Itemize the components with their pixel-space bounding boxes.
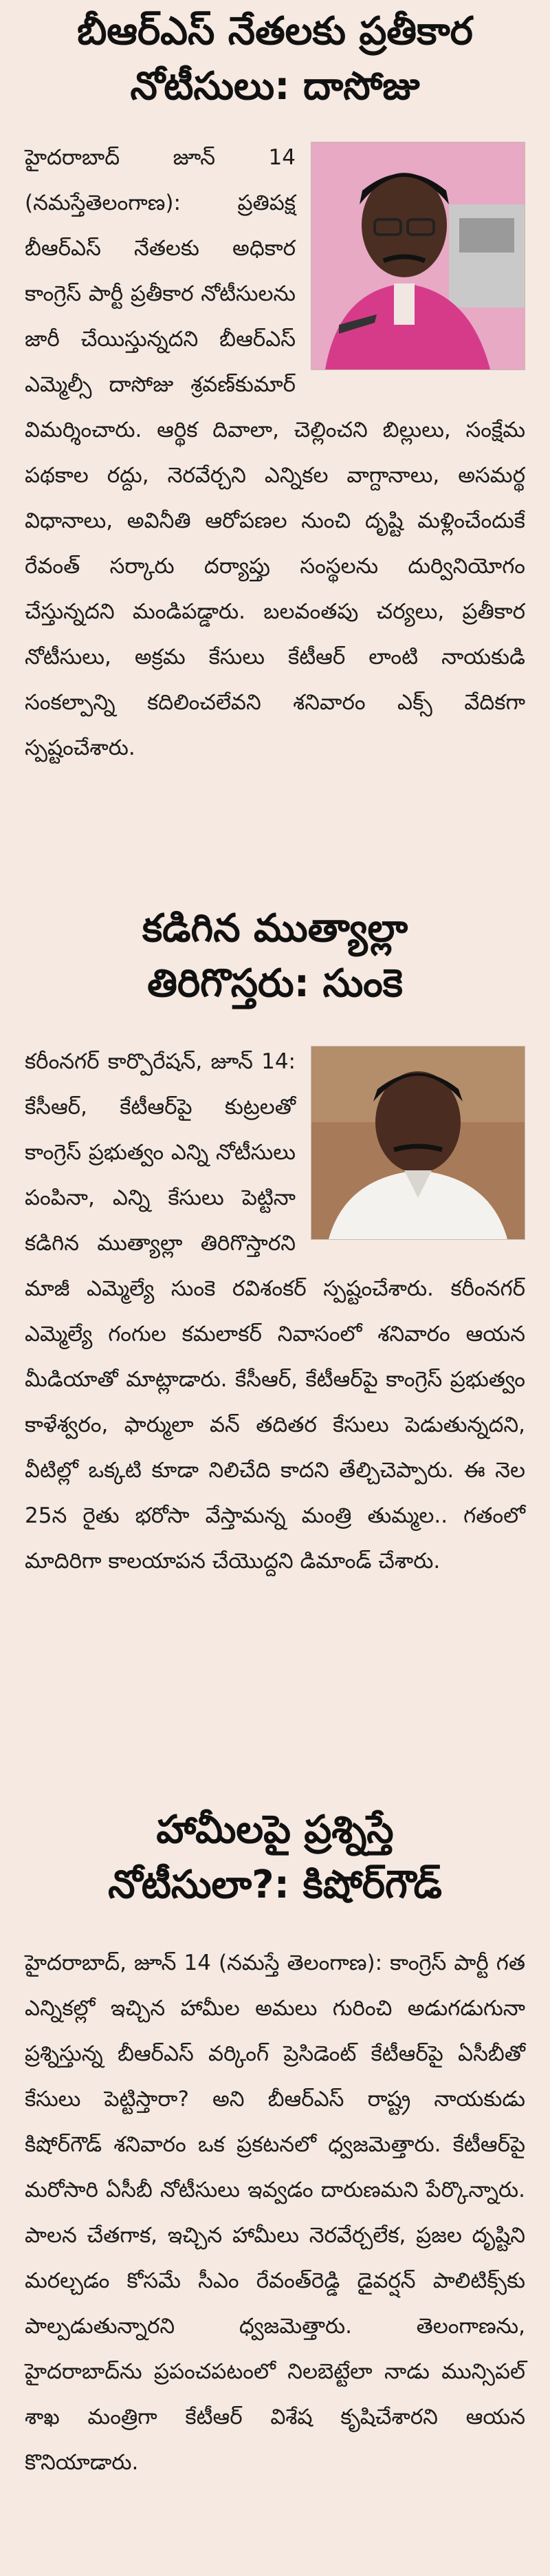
article-3-headline-line1: హామీలపై ప్రశ్నిస్తే — [156, 1807, 394, 1852]
article-2-body — [0, 1039, 550, 1584]
article-2-dateline: కరీంనగర్ కార్పొరేషన్, జూన్ 14: — [25, 1049, 296, 1074]
article-3-headline — [0, 1803, 550, 1913]
article-sunke — [0, 901, 550, 1584]
portrait-photo-dasoju — [311, 142, 525, 370]
article-dasoju — [0, 4, 550, 771]
portrait-photo-sunke — [311, 1046, 525, 1240]
article-2-text: కేసీఆర్, కేటీఆర్‌పై కుట్రలతో కాంగ్రెస్ ప్రభుత్వం ఎన్ని నోటీసులు పంపినా, ఎన్ని కేసులు పెట్టినా కడిగిన ముత్యాల్లా తిరిగొస్తారని మాజీ ఎమ్మెల్యే సుంకె రవిశంకర్ స్పష్టంచేశారు. కరీంనగర్ ఎమ్మెల్యే గంగుల కమలాకర్ నివాసంలో శనివారం ఆయన మీడియాతో మాట్లాడారు. కేసీఆర్, కేటీఆర్‌పై కాంగ్రెస్ ప్రభుత్వం కాళేశ్వరం, ఫార్ములా వన్ తదితర కేసులు పెడుతున్నదని, వీటిల్లో ఒక్కటి కూడా నిలిచేది కాదని తేల్చిచెప్పారు. ఈ నెల 25న రైతు భరోసా వేస్తామన్న మంత్రి తుమ్మల.. గతంలో మాదిరిగా కాలయాపన చేయొద్దని డిమాండ్ చేశారు. — [25, 1095, 525, 1574]
article-3-headline-line2: నోటీసులా?: కిషోర్‌గౌడ్ — [108, 1863, 442, 1907]
article-2-headline — [0, 901, 550, 1011]
article-3-text: కాంగ్రెస్ పార్టీ గత ఎన్నికల్లో ఇచ్చిన హామీల అమలు గురించి అడుగడుగునా ప్రశ్నిస్తున్న బీఆర్ఎస్ వర్కింగ్ ప్రెసిడెంట్ కేటీఆర్‌పై ఏసీబీతో కేసులు పెట్టిస్తారా? అని బీఆర్ఎస్ రాష్ట్ర నాయకుడు కిషోర్‌గౌడ్ శనివారం ఒక ప్రకటనలో ధ్వజమెత్తారు. కేటీఆర్‌పై మరోసారి ఏసీబీ నోటీసులు ఇవ్వడం దారుణమని పేర్కొన్నారు. పాలన చేతగాక, ఇచ్చిన హామీలు నెరవేర్చలేక, ప్రజల దృష్టిని మరల్చడం కోసమే సీఎం రేవంత్‌రెడ్డి డైవర్షన్ పాలిటిక్స్‌కు పాల్పడుతున్నారని ధ్వజమెత్తారు. తెలంగాణను, హైదరాబాద్‌ను ప్రపంచపటంలో నిలబెట్టేలా నాడు మున్సిపల్ శాఖ మంత్రిగా కేటీఆర్ విశేష కృషిచేశారని ఆయన కొనియాడారు. — [25, 1951, 525, 2475]
article-1-headline-line1: బీఆర్ఎస్ నేతలకు ప్రతీకార — [77, 9, 473, 54]
article-2-headline-line2: తిరిగొస్తరు: సుంకె — [147, 961, 403, 1006]
article-kishore-goud — [0, 1803, 550, 2485]
article-3-dateline: హైదరాబాద్, జూన్ 14 (నమస్తే తెలంగాణ): — [25, 1951, 383, 1975]
article-1-body — [0, 135, 550, 771]
article-2-headline-line1: కడిగిన ముత్యాల్లా — [142, 906, 408, 951]
article-3-body — [0, 1940, 550, 2485]
article-1-headline-line2: నోటీసులు: దాసోజు — [130, 64, 420, 109]
article-1-text: ప్రతిపక్ష బీఆర్ఎస్ నేతలకు అధికార కాంగ్రెస్ పార్టీ ప్రతీకార నోటీసులను జారీ చేయిస్తున్నదని బీఆర్ఎస్ ఎమ్మెల్సీ దాసోజు శ్రవణ్‌కుమార్ విమర్శించారు. ఆర్థిక దివాలా, చెల్లించని బిల్లులు, సంక్షేమ పథకాల రద్దు, నెరవేర్చని ఎన్నికల వాగ్దానాలు, అసమర్థ విధానాలు, అవినీతి ఆరోపణల నుంచి దృష్టి మళ్లించేందుకే రేవంత్ సర్కారు దర్యాప్తు సంస్థలను దుర్వినియోగం చేస్తున్నదని మండిపడ్డారు. బలవంతపు చర్యలు, ప్రతీకార నోటీసులు, అక్రమ కేసులు కేటీఆర్ లాంటి నాయకుడి సంకల్పాన్ని కదిలించలేవని శనివారం ఎక్స్ వేదికగా స్పష్టంచేశారు. — [25, 191, 525, 760]
article-1-dateline: హైదరాబాద్ జూన్ 14 (నమస్తేతెలంగాణ): — [25, 145, 296, 215]
article-1-headline — [0, 4, 550, 114]
